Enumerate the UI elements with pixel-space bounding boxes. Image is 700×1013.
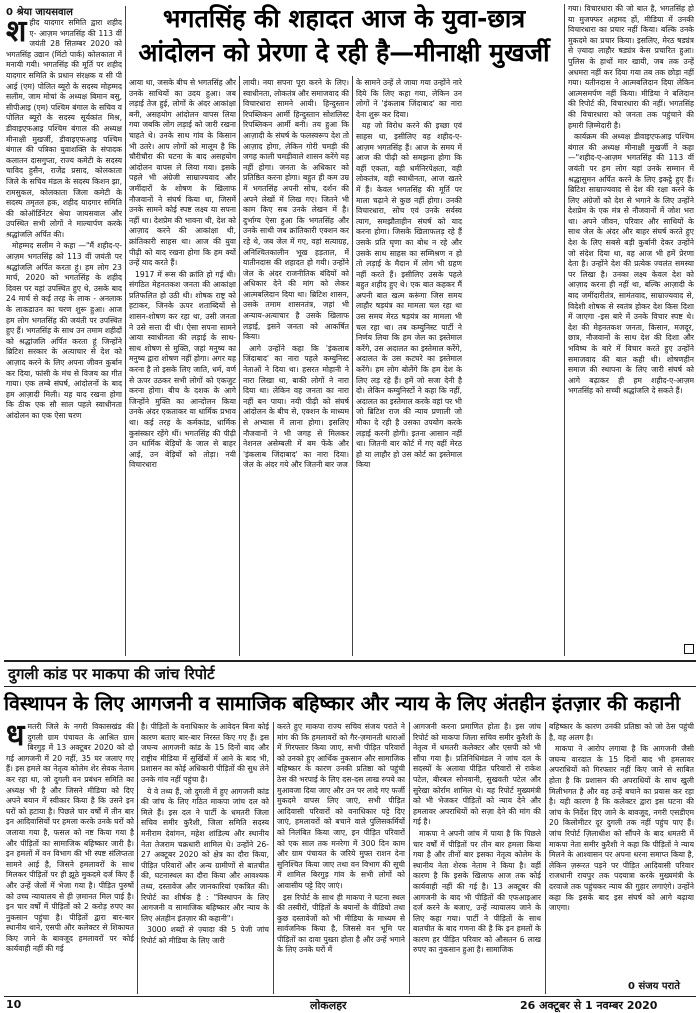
top-story-col1-para2: मोहम्मद सलीम ने कहा —"मैं शहीद-ए-आज़म भगतसिंह को 113 वीं जयंती पर श्रद्धांजलि अर्पित करता हूं। हम लोग 23 मार्च, 2020 को भगतसिंह के शहीद दिवस पर यहां उपस्थित हुए थे, उसके बाद 24 मार्च से कई तरह के लाक - अनलाक के लाकडाउन का चरण शुरू हुआ। आज हम लोग भगतसिंह की जयंती पर उपस्थित हुए हैं। भगतसिंह के साथ उन तमाम शहीदों को श्रद्धांजलि अर्पित करता हूं जिन्होंने ब्रिटिश सरकार के अत्याचार से देश को आज़ाद करने के लिए अपना जीवन कुर्बान कर दिया, फांसी के मंच से विजय का गीत गाया। एक लम्बे संघर्ष, आंदोलनों के बाद हम आज़ादी मिली। यह याद रखना होगा कि ठीक एक सौ साल पहले स्वाधीनता आंदोलन का एक ऐसा चरण	[6, 241, 122, 420]
bottom-story-col1-text: मतरी जिले के नगरी विकासखंड की दुगली ग्राम पंचायत के आश्रित ग्राम बिरगुड़ में 13 अक्टूबर 2020 को दो गई आगजनी में 20 नहीं, 35 घर जलाए गए हैं। इस हमले का नेतृत्व कोलेम शेर सेवक नेताम कर रहा था, जो दुगली वन प्रबंधन समिति का अध्यक्ष भी है और जिसने मीडिया को दिए अपने बयान में स्वीकार किया है कि उसने इन घरों को हटाया है। पिछले चार वर्षों में तीन बार इन आदिवासियों पर हमला करके उनके घरों को जलाया गया है, फसल को नष्ट किया गया है और पीड़ितों का सामाजिक बहिष्कार जारी है। इन हमलों में वन विभाग की भी स्पष्ट संलिप्तता सामने आई है, जिसने हमलावरों के साथ मिलकर पीड़ितों पर ही झूठे मुकदमे दर्ज किए हैं और उन्हें जेलों में भेजा गया है। पीड़ित पुरुषों को उच्च न्यायालय से ही ज़मानत मिल पाई है। इन चार वर्षों में पीड़ितों को 2 करोड़ रुपए का नुकसान पहुंचा है। पीड़ितों द्वारा बार-बार स्थानीय थाने, एसपी और कलेक्टर से शिकायत किए जाने के बावजूद हमलावरों पर कोई कार्यवाही नहीं की गई	[6, 722, 134, 954]
bottom-story-column-4	[413, 722, 541, 994]
column-divider	[137, 722, 138, 994]
top-story-col3-text: आगे उन्होंने कहा कि 'इंकलाब जिंदाबाद' का नारा पहले कम्युनिस्ट नेताओं ने दिया था। हसरत मोहानी ने नारा लिखा था, बाकी लोगों ने नारा दिया था। लेकिन वह जनता का नारा नहीं बन पाया। नयी पीढ़ी को संघर्ष आंदोलन के बीच से, एक्शन के माध्यम से अभ्यास में लाना होगा। इसलिए नौजवानों ने भी जगह से मिलकर नेशनल असेम्बली में बम फेंके और 'इंकलाब जिंदाबाद' का नारा दिया। जेल के अंदर गये और जितनी बार जज	[243, 343, 349, 470]
top-story-dropcap: श	[6, 18, 27, 49]
top-story-column-5	[568, 4, 694, 644]
section-separator	[4, 660, 696, 662]
column-divider	[125, 6, 126, 656]
top-story-col2-text: 1917 में रूस की क्रांति हो गई थी। संगठित मेहनतकश जनता की आकांक्षा प्रतिफलित हो उठी थी। शोषक राष्ट्र को हटाकर, जिनके ऊपर शताब्दियों से शासन-शोषण कर रहा था, उसी जनता ने उसे सत्ता दी थी। ऐसा सपना सामने आया स्वाधीनता की लड़ाई के साथ-साथ शोषण से मुक्ति, जहां मनुष्य का मनुष्य द्वारा शोषण नहीं होगा। अगर यह करना है तो इसके लिए जाति, धर्म, वर्ण से ऊपर उठकर सभी लोगों को एकजुट करना होगा। बीच के दशक के आगे जिन्होंने मुक्ति का आन्दोलन किया उनके अंदर एकताकर या धार्मिक प्रभाव था। कई तरह के कर्मकांड, धार्मिक कुसंस्कार रहेंगे थीं। भगतसिंह की पीढ़ी उन धार्मिक बेड़ियों के जाल से बाहर आई, उन बेड़ियों को तोड़ा। नयी विचारधारा	[129, 269, 236, 470]
top-story-headline-line1: भगतसिंह की शहादत आज के युवा-छात्र	[162, 4, 526, 33]
bottom-story-dropcap: ध	[6, 722, 25, 753]
bottom-section-label: दुगली कांड पर माकपा की जांच रिपोर्ट	[8, 665, 215, 683]
top-story-col1-para1: हीद यादगार समिति द्वारा शहीद ए- आज़म भगतसिंह की 113 वीं जयंती 28 सितम्बर 2020 को भगतसिंह उद्यान (मिंटो पार्क) कोलकाता में मनायी गयी। भगतसिंह की मूर्ति पर शहीद यादगार समिति के प्रधान संरक्षक व सी पी आई (एम) पोलित ब्यूरो के सदस्य मोहम्मद सलीम, जाम मोचां के अध्यक्ष बिमान बसु, सीपीआइ (एम) पश्चिम बंगाल के सचिव व पोलित ब्यूरो के सदस्य सूर्यकांत मिश्र, डीवाइएफआइ पश्चिम बंगाल की अध्यक्ष मीनाक्षी मुखर्जी, डीवाइएफआइ पश्चिम बंगाल की पत्रिका युवाशक्ति के संपादक कलातन दासगुप्ता, राज्य कमेटी के सदस्य चाविद हुसैन, राजेंद्र प्रसाद, कोलकाता जिले के सचिव मंडल के सदस्य किशन झा, रामसुकल, कोलकाता जिला कमेटी के सदस्य तमृतल हक, शहीद यादगार समिति की कोऑर्डिनेटर श्रेया जायसवाल और उपस्थित सभी लोगों ने माल्यार्पण करके श्रद्धांजलि अर्पित की।	[6, 18, 122, 239]
column-divider	[273, 722, 274, 994]
bottom-story-headline: विस्थापन के लिए आगजनी व सामाजिक बहिष्कार और न्याय के लिए अंतहीन इंतज़ार की कहानी	[4, 692, 681, 715]
top-story-col4-text: के सामने उन्हें ले जाया गया उन्होंने नारे दिये कि लिए कहा गया, लेकिन उन लोगों ने 'इंकलाब जिंदाबाद' का नारा देना शुरू कर दिया।	[356, 78, 462, 119]
top-story-col5-para1: गया। विचारधारा की जो बात है, भगतसिंह हो या मुजफ्फर अहमद हों, मीडिया में उनकी विचारधारा का प्रचार नहीं किया। बल्कि उनके मुकदमे का प्रचार किया। इसलिए, मेरठ षड्यंत्र से ज़्यादा लाहौर षड्यंत्र केस प्रचारित हुआ। पुलिस के हाथों मार खायी, जब तक उन्हें अधमरा नहीं कर दिया गया तब तक छोड़ा नहीं गया। यतीनदास ने आत्मबलिदान दिया लेकिन आत्मसमर्पण नहीं किया। मीडिया ने बलिदान की रिपोर्ट की, विचारधारा की नहीं। भगतसिंह की विचारधारा को जनता तक पहुंचाने की हमारी ज़िम्मेदारी है।	[568, 4, 694, 130]
column-divider	[564, 4, 565, 656]
column-divider	[352, 76, 353, 656]
top-story-column-2	[129, 78, 236, 656]
bottom-story-col3-text: इस रिपोर्ट के साथ ही माकपा ने घटना स्थल की तस्वीरों, पीड़ितों के बयानों के वीडियो तथा कुछ दस्तावेजों को भी मीडिया के माध्यम से सार्वजनिक किया है, जिससे वन भूमि पर पीड़ितों का दावा पुख्ता होता है और उन्हें भगाने के लिए उनके घरों में	[277, 892, 405, 955]
top-story-column-1	[6, 18, 122, 654]
top-story-headline	[128, 2, 560, 70]
column-divider	[409, 722, 410, 994]
end-mark-icon	[684, 644, 694, 654]
bottom-story-col2-text: ये वे तथ्य हैं, जो दुगली में हुए आगजनी कांड की जांच के लिए गठित माकपा जांच दल को मिले हैं। इस दल ने पार्टी के धमतरी जिला सचिव समीर कुरैशी, जिला समिति सदस्य मनीराम देवांगन, महेश शांडिल्य और स्थानीय नेता तेजराम चक्रधारी शामिल थे। उन्होंने 26-27 अक्टूबर 2020 को क्षेत्र का दौरा किया, पीड़ित परिवारों और अन्य ग्रामीणों से बातचीत की, घटनास्थल का दौरा किया और आवश्यक तथ्य, दस्तावेज और जानकारियां एकत्रित की। रिपोर्ट का शीर्षक है : "विस्थापन के लिए आगजनी व सामाजिक बहिष्कार और न्याय के लिए अंतहीन इंतज़ार की कहानी"।	[141, 786, 269, 923]
footer-rule	[4, 996, 696, 997]
bottom-story-col4-text: आगजनी करना प्रमाणित होता है। इस जांच रिपोर्ट को माकपा जिला सचिव समीर कुरैशी के नेतृत्व में धमतरी कलेक्टर और एसपी को भी सौंपा गया है। प्रतिनिधिमंडल ने जांच दल के सदस्यों के अलावा पीड़ित परिवारों से राकेश पटेल, बीरबल सोनवानी, सुखवती पटेल और सुरेखा कोर्राम शामिल थे। यह रिपोर्ट मुख्यमंत्री को भी भेजकर पीड़ितों को न्याय देने और हमलावर अपराधियों को सज़ा देने की मांग की गई है।	[413, 722, 541, 827]
bottom-story-column-5	[549, 722, 694, 976]
column-divider	[545, 722, 546, 994]
bottom-story-column-3	[277, 722, 405, 994]
bottom-story-column-1	[6, 722, 134, 994]
top-story-col4-text: यह जो विरोध करने की इच्छा एवं साहस था, इसीलिए वह शहीद-ए-आज़म भगतसिंह हैं। आज के समय में आज की पीढ़ी को समझना होगा कि वहीं एकता, वही धर्मनिरपेक्षता, वही लोकतंत्र, वही स्वाधीनता, आज खतरे में हैं। केवल भगतसिंह की मूर्ति पर माला चढ़ाने से कुछ नहीं होगा। उनकी विचारधारा, सोच एवं उनके सर्वस्व त्याग, समझौताहीन संघर्ष को याद करना होगा। जिसके खिलाफलड़ रहे हैं उसके प्रति घृणा का बोध न रहे और उसके साथ साहस का सम्मिश्रण न हो तो लड़ाई के मैदान में लोग भी ग्रहण नहीं करते हैं। इसीलिए उसके पहले बहुत शहीद हुए थे। एक बात कहकर मैं अपनी बात खत्म करूंगा जिस समय लाहौर षड़यंत्र का मामला चल रहा था उस समय मेरठ षड़यंत्र का मामला भी चल रहा था। तब कम्युनिस्ट पार्टी ने निर्णय लिया कि हम जेल का इस्तेमाल करेंगे, उस अदालत का इस्तेमाल करेंगे, अदालत के उस कटघरे का इस्तेमाल करेंगे। हम लोग बोलेंगे कि हम देश के लिए लड़ रहे हैं। हमें जो सजा देनी है दो। लेकिन कम्युनिस्टों ने कहा कि नहीं, अदालत का इस्तेमाल करके वहां पर भी जो ब्रिटिश राज की न्याय प्रणाली जो मौका दे रही है उसका उपयोग करके लड़ाई करनी होगी। इतना आसान नहीं था। जितनी बार कोर्ट में गए वहीं मेरठ हो या लाहौर हो उस कोर्ट का इस्तेमाल किया	[356, 121, 462, 470]
top-story-col5-para2: कार्यक्रम की अध्यक्ष डीवाइएफआइ पश्चिम बंगाल की अध्यक्ष मीनाक्षी मुखर्जी ने कहा —"शहीद-ए-आज़म भगतसिंह की 113 वीं जयंती पर हम लोग यहां उनके सम्मान में श्रद्धासुमन अर्पित करने के लिए इकट्ठे हुए हैं। ब्रिटिश साम्राज्यवाद से देश की रक्षा करने के लिए अंग्रेजों को देश से भगाने के लिए उन्होंने देशप्रेम के एक मंत्र से नौजवानों में जोश भरा था। अपने जीवन, परिवार और साथियों के साथ जेल के अंदर और बाहर संघर्ष करते हुए देश के लिए सबसे बड़ी कुर्बानी देकर उन्होंने जो संदेश दिया था, वह आज भी हमें प्रेरणा देता है। उन्होंने देश की प्रत्येक ज्वलंत समस्या पर लिखा है। उनका लक्ष्य केवल देश को आज़ाद करना ही नहीं था, बल्कि आज़ादी के बाद जमींदारीतंत्र, सामंतवाद, साम्राज्यवाद से, विदेशी शोषक से स्वतंत्र होकर देश किस दिशा में जाएगा -इस बारे में उनके विचार स्पष्ट थे। देश की मेहनतकश जनता, किसान, मजदूर, छात्र, नौजवानों के साथ देश की दिशा और भविष्य के बारे में विचार करते हुए उन्होंने समाजवाद की बात कही थी। शोषणहीन समाज की स्थापना के लिए जारी संघर्ष को आगे बढ़ाकर ही हम शहीद-ए-आज़म भगतसिंह को सच्ची श्रद्धांजलि दे सकते हैं।	[568, 132, 694, 396]
top-story-headline-line2: आंदोलन को प्रेरणा दे रही है—मीनाक्षी मुखर्जी	[138, 38, 550, 67]
section-label-underline	[4, 686, 696, 687]
bottom-story-byline: 0 संजय पराते	[628, 981, 680, 992]
page-number: 10	[6, 998, 22, 1011]
bottom-story-col2-text: 3000 शब्दों से ज़्यादा की 5 पेजी जांच रिपोर्ट को मीडिया के लिए जारी	[141, 925, 269, 945]
top-story-col2-text: आया था, जसके बीच से भगतसिंह और उनके साथियों का उदय हुआ। जब लड़ाई तेज हुई, लोगों के अंदर आकांक्षा बनी, असहयोग आंदोलन वापस लिया गया जबकि लोग लड़ाई को जारी रखना चाहते थे। उनके साथ गांव के किसान भी उतरे। आप लोगों को मालूम है कि चौरीचौरा की घटना के बाद असहयोग आंदोलन वापस ले लिया गया। इसके पहले भी अंग्रेजी साम्राज्यवाद और जमींदारों के शोषण के खिलाफ नौजवानों ने संघर्ष किया था, जिसमें उनके सामने कोई स्पष्ट लक्ष्य या सपना नहीं था। देशप्रेम की भावना थी, देश को आज़ाद करने की आकांक्षा थी, क्रांतिकारी साहस था। आज की युवा पीढ़ी को याद रखना होगा कि हम क्यों उन्हें याद करते हैं।	[129, 78, 236, 268]
top-story-byline: 0 श्रेया जायसवाल	[6, 7, 73, 18]
publication-name: लोकलहर	[310, 999, 347, 1012]
top-story-col3-text: लायी। नया सपना पूरा करने के लिए। स्वाधीनता, लोकतंत्र और समाजवाद की विचारधारा सामने आयी। हिन्दुस्तान रिपब्लिकन आर्मी हिन्दुस्तान सोशलिस्ट रिपब्लिकन आर्मी बनी। तय हुआ कि आज़ादी के संघर्ष के फलस्वरूप देश तो आज़ाद होगा, लेकिन गोरी चमड़ी की जगह काली चमड़ीवाले शासन करेंगे यह नहीं होगा। जनता के अधिकार को प्रतिष्ठित करना होगा। बहुत ही कम उम्र में भगतसिंह अपनी सोच, दर्शन की अपने लेखों में लिख गए। जितने भी काम किए सब उनके लेखन में है। दुर्भाग्य ऐसा हुआ कि भगतसिंह और उनके साथी जब क्रांतिकारी एक्शन कर रहे थे, जब जेल में गए, वहां सत्याग्रह, अनिश्चितकालीन भूख हड़ताल, में यातीनदास की शहादत हो गयी। उन्होंने जेल के अंदर राजनीतिक बंदियों को अधिकार देने की मांग को लेकर आत्मबलिदान दिया था। ब्रिटिश शासन, उसके तमाम शासनतंत्र, जहां भी अन्याय-अत्याचार है उसके खिलाफ लड़ाई, इसने जनता को आकर्षित किया।	[243, 78, 349, 342]
bottom-story-col5-text: बहिष्कार के कारण उनकी प्रतिष्ठा को जो ठेस पहुंची है, वह अलग है।	[549, 722, 694, 742]
bottom-story-col5-text: माकपा ने आरोप लगाया है कि आगजनी जैसी जघन्य वारदात के 15 दिनों बाद भी हमलावर अपराधियों को गिरफ्तार नहीं किए जाने से साबित होता है कि प्रशासन की अपराधियों के साथ खुली मिलीभगत है और वह उन्हें बचाने का प्रयास कर रहा है। यही कारण है कि कलेक्टर द्वारा इस घटना की जांच के निर्देश दिए जाने के बावजूद, नगरी एसडीएम 20 किलोमीटर दूर दुगली तक नहीं पहुंच पाए हैं। जांच रिपोर्ट ज़िलाधीश को सौंपने के बाद धमतरी में माकपा नेता समीर कुरैशी ने कहा कि पीड़ितों ने न्याय मिलने के आश्वासन पर अपना धरना समाप्त किया है, लेकिन ज़रूरत पड़ने पर पीड़ित आदिवासी परिवार राजधानी रायपुर तक पदयात्रा करके मुख्यमंत्री के दरवाजे तक पहुंचकर न्याय की गुहार लगाएंगे। उन्होंने कहा कि इसके बाद इस संघर्ष को आगे बढ़ाया जाएगा।	[549, 744, 694, 913]
bottom-story-col3-text: करते हुए माकपा राज्य सचिव संजय पराते ने मांग की कि हमलावरों को गैर-ज़मानती धाराओं में गिरफ्तार किया जाए, सभी पीड़ित परिवारों को उनको हुए आर्थिक नुकसान और सामाजिक बहिष्कार के कारण उनकी प्रतिष्ठा को पहुंची ठेस की भरपाई के लिए दस-दस लाख रुपये का मुआवजा दिया जाए और उन पर लादे गए फर्जी मुकदमे वापस लिए जाएं, सभी पीड़ित आदिवासी परिवारों को वनाधिकार पट्टे दिए जाएं, हमलावरों को बचाने वाले पुलिसकर्मियों को निलंबित किया जाए, इन पीड़ित परिवारों को एक साल तक मनरेगा में 300 दिन काम और ग्राम पंचायत के जरिये मुफ्त राशन देना सुनिश्चित किया जाए तथा वन विभाग की सूची में शामिल बिरगुड़ गांव के सभी लोगों को आवासीय पट्टे दिए जाएं।	[277, 722, 405, 890]
top-story-column-4	[356, 78, 462, 656]
column-divider	[239, 76, 240, 656]
bottom-story-col4-text: माकपा ने अपनी जांच में पाया है कि पिछले चार वर्षों में पीड़ितों पर तीन बार हमला किया गया है और तीनों बार इसका नेतृत्व कोलेम के स्थानीय नेता शेरक नेताम ने किया है। वहीं कारण है कि इसके खिलाफ आज तक कोई कार्यवाही नहीं की गई है। 13 अक्टूबर की आगजनी के बाद भी पीड़ितों की एफआइआर दर्ज करने के बजाए, उन्हें न्यायालय जाने के लिए कहा गया। पार्टी ने पीड़ितों के साथ बातचीत के बाद गणना की है कि इन हमलों के कारण हर पीड़ित परिवार को औसतन 6 लाख रुपए का नुकसान हुआ है। सामाजिक	[413, 828, 541, 955]
issue-date-range: 26 अक्टूबर से 1 नवम्बर 2020	[520, 999, 658, 1012]
bottom-story-col2-text: है। पीड़ितों के वनाधिकार के आवेदन बिना कोई कारण बताए बार-बार निरस्त किए गए हैं। इस जघन्य आगजनी कांड के 15 दिनों बाद और राष्ट्रीय मीडिया में सुर्खियों में आने के बाद भी, प्रशासन का कोई अधिकारी पीड़ितों की सुध लेने उनके गांव नहीं पहुंचा है।	[141, 722, 269, 784]
bottom-story-column-2	[141, 722, 269, 994]
top-story-column-3	[243, 78, 349, 656]
